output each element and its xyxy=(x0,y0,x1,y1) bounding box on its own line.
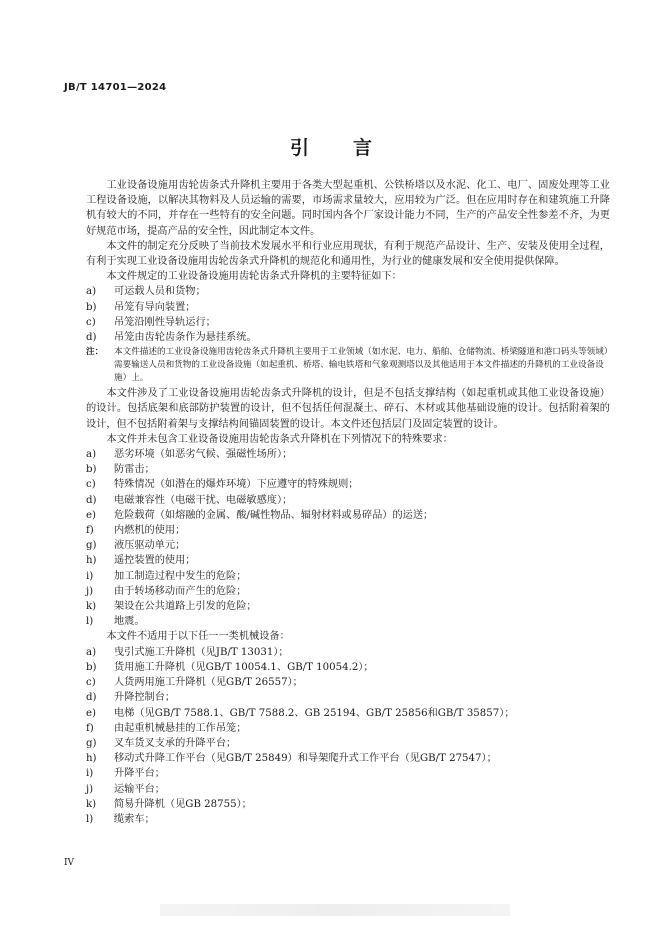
paragraph-special-intro: 本文件并未包含工业设备设施用齿轮齿条式升降机在下列情况下的特殊要求： xyxy=(106,433,453,445)
list-item-marker: b) xyxy=(86,464,97,476)
list-item xyxy=(86,523,610,538)
list-item xyxy=(86,782,610,797)
list-item xyxy=(86,493,610,508)
list-item xyxy=(86,736,610,751)
list-item-marker: j) xyxy=(86,783,94,795)
list-item xyxy=(86,721,610,736)
list-item-text: 加工制造过程中发生的危险； xyxy=(114,570,247,582)
list-item xyxy=(86,614,610,629)
document-body xyxy=(86,178,610,827)
list-item xyxy=(86,538,610,553)
list-item xyxy=(86,462,610,477)
list-item-marker: c) xyxy=(86,677,96,689)
list-item xyxy=(86,766,610,781)
features-list xyxy=(86,284,610,345)
exclusion-list xyxy=(86,645,610,827)
list-item xyxy=(86,553,610,568)
document-code: JB/T 14701—2024 xyxy=(64,82,167,93)
list-item-marker: g) xyxy=(86,737,97,749)
list-item-marker: k) xyxy=(86,601,97,613)
list-item-marker: h) xyxy=(86,555,97,567)
list-item-marker: l) xyxy=(86,616,94,628)
list-item-marker: i) xyxy=(86,570,94,582)
list-item xyxy=(86,330,610,345)
watermark-strip xyxy=(160,904,510,916)
list-item-marker: i) xyxy=(86,768,94,780)
list-item-text: 人货两用施工升降机（见GB/T 26557）； xyxy=(114,677,303,689)
list-item-text: 电磁兼容性（电磁干扰、电磁敏感度）； xyxy=(114,494,293,506)
list-item-text: 缆索车； xyxy=(114,813,155,825)
list-item-text: 危险载荷（如熔融的金属、酸/碱性物品、辐射材料或易碎品）的运送； xyxy=(114,509,434,521)
list-item-marker: a) xyxy=(86,449,97,461)
list-item xyxy=(86,645,610,660)
list-item-marker: c) xyxy=(86,479,96,491)
list-item-text: 液压驱动单元； xyxy=(114,540,186,552)
list-item xyxy=(86,300,610,315)
paragraph-exclusion-intro: 本文件不适用于以下任一一类机械设备： xyxy=(106,631,290,643)
list-item-marker: e) xyxy=(86,707,97,719)
paragraph-features-intro: 本文件规定的工业设备设施用齿轮齿条式升降机的主要特征如下： xyxy=(106,271,402,283)
list-item-text: 地震。 xyxy=(114,616,145,628)
list-item xyxy=(86,660,610,675)
list-item-marker: d) xyxy=(86,494,97,506)
list-item xyxy=(86,447,610,462)
list-item-text: 吊笼沿刚性导轨运行； xyxy=(114,316,216,328)
list-item-text: 防雷击； xyxy=(114,464,155,476)
list-item-marker: f) xyxy=(86,525,94,537)
list-item-text: 移动式升降工作平台（见GB/T 25849）和导架爬升式工作平台（见GB/T 27547）； xyxy=(114,753,497,765)
paragraph-purpose: 工业设备设施用齿轮齿条式升降机主要用于各类大型起重机、公铁桥塔以及水泥、化工、电厂、固废处理等工业工程设备设施，以解决其物料及人员运输的需要，市场需求量较大，应用较为广泛。但在应用时存在和建筑施工升降机有较大的不同，并存在一些特有的安全问题。同时国内各个厂家设计能力不同，生产的产品安全性参差不齐，为更好规范市场，提高产品的安全性，因此制定本文件。 xyxy=(86,180,610,237)
list-item-text: 电梯（见GB/T 7588.1、GB/T 7588.2、GB 25194、GB/T 25856和GB/T 35857）； xyxy=(114,707,515,719)
list-item-marker: l) xyxy=(86,813,94,825)
list-item-marker: g) xyxy=(86,540,97,552)
list-item xyxy=(86,751,610,766)
list-item xyxy=(86,797,610,812)
list-item-text: 货用施工升降机（见GB/T 10054.1、GB/T 10054.2）； xyxy=(114,661,374,673)
note-text: 本文件描述的工业设备设施用齿轮齿条式升降机主要用于工业领域（如水泥、电力、船舶、仓储物流、桥梁隧道和港口码头等领域）需要输送人员和货物的工业设备设施（如起重机、桥塔、输电铁塔和气象观测塔以及其他适用于本文件描述的升降机的工业设备设施）上。 xyxy=(114,347,609,384)
list-item xyxy=(86,477,610,492)
list-item-text: 恶劣环境（如恶劣气候、强磁性场所）； xyxy=(114,449,293,461)
list-item-text: 简易升降机（见GB 28755）； xyxy=(114,798,252,810)
list-item-text: 由于转场移动而产生的危险； xyxy=(114,585,247,597)
paragraph-design-scope: 本文件涉及了工业设备设施用齿轮齿条式升降机的设计，但是不包括支撑结构（如起重机或其他工业设备设施）的设计。包括底架和底部防护装置的设计，但不包括任何混凝土、碎石、木材或其他基础设施的设计。包括附着架的设计，但不包括附着架与支撑结构间锚固装置的设计。本文件还包括层门及固定装置的设计。 xyxy=(86,388,610,430)
list-item-text: 内燃机的使用； xyxy=(114,525,186,537)
list-item-text: 吊笼有导向装置； xyxy=(114,301,196,313)
special-requirements-list xyxy=(86,447,610,629)
list-item-text: 架设在公共道路上引发的危险； xyxy=(114,601,257,613)
list-item-marker: b) xyxy=(86,301,97,313)
list-item-text: 由起重机械悬挂的工作吊笼； xyxy=(114,722,247,734)
list-item-marker: b) xyxy=(86,661,97,673)
list-item xyxy=(86,584,610,599)
list-item xyxy=(86,812,610,827)
list-item-text: 遥控装置的使用； xyxy=(114,555,196,567)
list-item-marker: a) xyxy=(86,646,97,658)
list-item xyxy=(86,675,610,690)
list-item-marker: k) xyxy=(86,798,97,810)
list-item xyxy=(86,599,610,614)
list-item-marker: e) xyxy=(86,509,97,521)
list-item-text: 运输平台； xyxy=(114,783,165,795)
list-item-marker: j) xyxy=(86,585,94,597)
note-label: 注： xyxy=(86,347,104,358)
list-item-marker: a) xyxy=(86,286,97,298)
list-item xyxy=(86,706,610,721)
list-item-marker: c) xyxy=(86,316,96,328)
list-item-text: 可运载人员和货物； xyxy=(114,286,206,298)
list-item-text: 特殊情况（如潜在的爆炸环境）下应遵守的特殊规则； xyxy=(114,479,359,491)
list-item-text: 吊笼由齿轮齿条作为悬挂系统。 xyxy=(114,332,257,344)
list-item xyxy=(86,690,610,705)
list-item xyxy=(86,569,610,584)
list-item-text: 曳引式施工升降机（见JB/T 13031）； xyxy=(114,646,289,658)
list-item xyxy=(86,315,610,330)
list-item-text: 升降控制台； xyxy=(114,692,176,704)
list-item xyxy=(86,508,610,523)
page-title: 引言 xyxy=(289,137,416,159)
list-item-marker: d) xyxy=(86,692,97,704)
list-item-text: 升降平台； xyxy=(114,768,165,780)
page-number: IV xyxy=(64,858,75,868)
paragraph-significance: 本文件的制定充分反映了当前技术发展水平和行业应用现状，有利于规范产品设计、生产、安装及使用全过程，有利于实现工业设备设施用齿轮齿条式升降机的规范化和通用性，为行业的健康发展和安全使用提供保障。 xyxy=(86,240,610,268)
list-item-marker: f) xyxy=(86,722,94,734)
note xyxy=(86,346,610,385)
list-item-marker: h) xyxy=(86,753,97,765)
list-item xyxy=(86,284,610,299)
list-item-marker: d) xyxy=(86,332,97,344)
list-item-text: 叉车货叉支承的升降平台； xyxy=(114,737,237,749)
